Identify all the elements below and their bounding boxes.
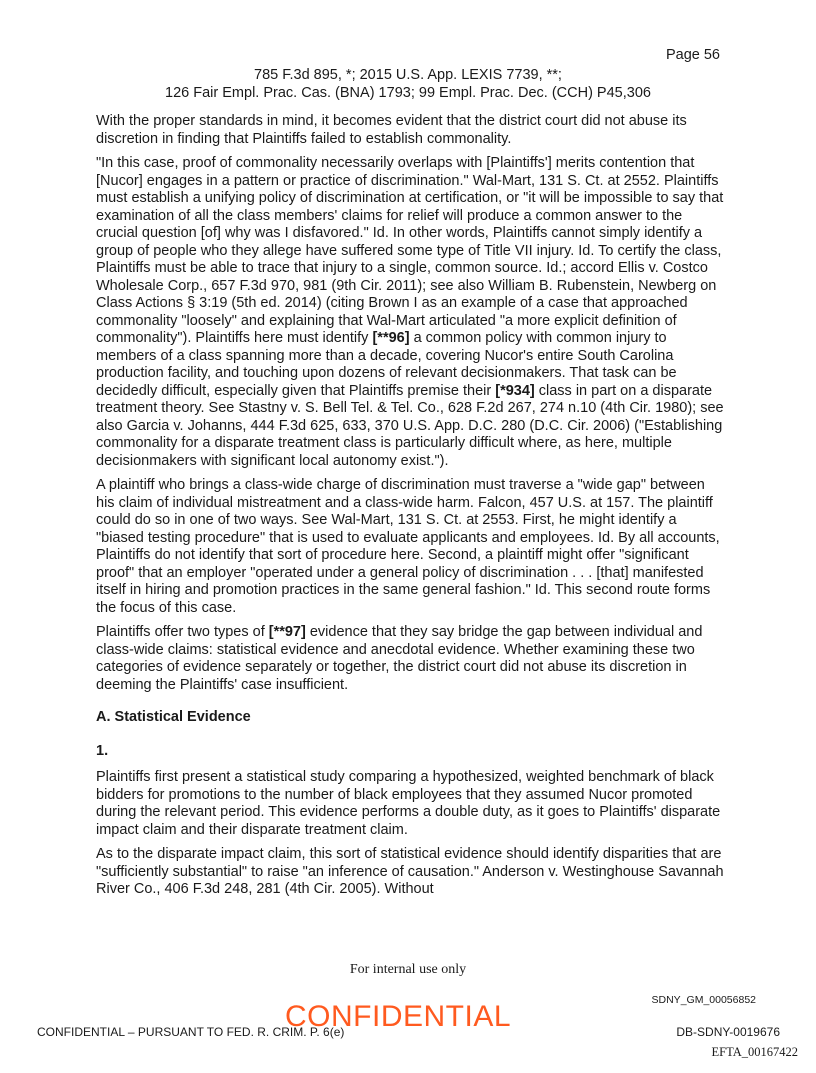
internal-use-note: For internal use only [349,962,467,977]
paragraph-text: evidence that they say bridge the gap between individual and class-wide claims: statistical evidence and anecdotal evidence. Whether examining these two categories of evidence separately or together, the district court did not abuse its discretion in deeming the Plaintiffs' case insufficient. [96,624,703,693]
bates-number-top: SDNY_GM_00056852 [651,994,756,1006]
paragraph-text: Plaintiffs offer two types of [96,624,269,640]
bates-number-bottom: DB-SDNY-0019676 [676,1025,780,1039]
paragraph: With the proper standards in mind, it becomes evident that the district court did not abuse its discretion in finding that Plaintiffs failed to establish commonality. [96,113,687,147]
document-body [96,113,724,906]
efta-number: EFTA_00167422 [711,1045,798,1059]
page-number: Page 56 [665,47,720,63]
paragraph [96,155,724,470]
paragraph: A plaintiff who brings a class-wide charge of discrimination must traverse a "wide gap" between his claim of individual mistreatment and a class-wide harm. Falcon, 457 U.S. at 157. The plaintiff could do so in one of two ways. See Wal-Mart, 131 S. Ct. at 2553. First, he might identify a "biased testing procedure" that is used to evaluate applicants and employees. Id. By all accounts, Plaintiffs do not identify that sort of procedure here. Second, a plaintiff might offer "significant proof" that an employer "operated under a general policy of discrimination . . . [that] manifested itself in hiring and promotion practices in the same general fashion." Id. This second route forms the focus of this case. [96,477,720,616]
confidential-stamp: CONFIDENTIAL [285,1000,512,1033]
paragraph: Plaintiffs first present a statistical study comparing a hypothesized, weighted benchmark of black bidders for promotions to the number of black employees that they assumed Nucor promoted during the relevant period. This evidence performs a double duty, as it goes to Plaintiffs' disparate impact claim and their disparate treatment claim. [96,769,721,838]
confidential-notice: CONFIDENTIAL – PURSUANT TO FED. R. CRIM. P. 6(e) [37,1025,345,1039]
citation-line-1: 785 F.3d 895, *; 2015 U.S. App. LEXIS 7739, **; [254,67,562,83]
paragraph-text: class in part on a disparate treatment theory. See Stastny v. S. Bell Tel. & Tel. Co., 628 F.2d 267, 274 n.10 (4th Cir. 1980); see also Garcia v. Johanns, 444 F.3d 625, 633, 370 U.S. App. D.C. 280 (D.C. Cir. 2006) ("Establishing commonality for a disparate treatment class is particularly difficult where, as here, multiple decisionmakers with significant local autonomy exist."). [96,382,724,469]
section-heading: A. Statistical Evidence [96,709,251,725]
page-marker: [**96] [372,330,410,346]
citation-line-2: 126 Fair Empl. Prac. Cas. (BNA) 1793; 99 Empl. Prac. Dec. (CCH) P45,306 [165,85,651,101]
page-marker: [**97] [268,624,306,640]
citation-header [0,66,816,102]
paragraph [96,624,724,694]
page-marker: [*934] [495,382,535,399]
paragraph-text: a common policy with common injury to members of a class spanning more than a decade, covering Nucor's entire South Carolina production facility, and touching upon dozens of relevant decisionmakers. That task can be decidedly difficult, especially given that Plaintiffs premise their [96,330,677,399]
paragraph-text: "In this case, proof of commonality necessarily overlaps with [Plaintiffs'] merits contention that [Nucor] engages in a pattern or practice of discrimination." Wal-Mart, 131 S. Ct. at 2552. Plaintiffs must establish a unifying policy of discrimination at certification, or "it will be impossible to say that examination of all the class members' claims for relief will produce a common answer to the crucial question [of] why was I disfavored." Id. In other words, Plaintiffs cannot simply identify a group of people who they allege have suffered some type of Title VII injury. Id. To certify the class, Plaintiffs must be able to trace that injury to a single, common source. Id.; accord Ellis v. Costco Wholesale Corp., 657 F.3d 970, 981 (9th Cir. 2011); see also William B. Rubenstein, Newberg on Class Actions § 3:19 (5th ed. 2014) (citing Brown I as an example of a case that approached commonality "loosely" and explaining that Wal-Mart articulated "a more explicit definition of commonality"). Plaintiffs here must identify [96,155,724,346]
paragraph: As to the disparate impact claim, this sort of statistical evidence should identify disparities that are "sufficiently substantial" to raise "an inference of causation." Anderson v. Westinghouse Savannah River Co., 406 F.3d 248, 281 (4th Cir. 2005). Without [96,846,724,897]
subsection-number: 1. [96,742,109,759]
